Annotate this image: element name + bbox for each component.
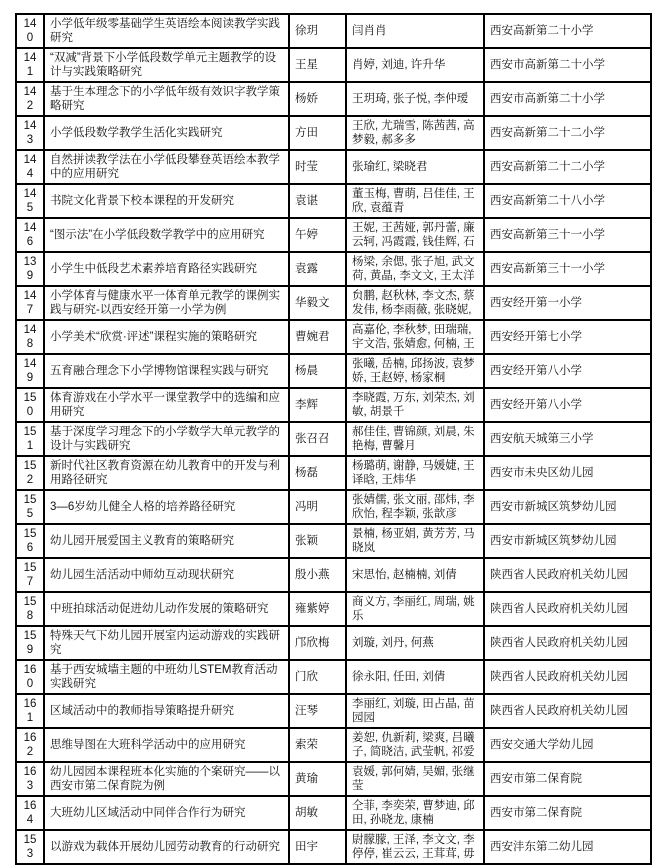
project-members-cell: 商义方, 李丽红, 周瑞, 姚乐 [346,592,484,626]
project-title-cell: 小学美术“欣赏·评述”课程实施的策略研究 [44,320,289,354]
project-row [16,762,651,796]
project-row [16,728,651,762]
project-number-cell: 157 [16,558,44,592]
project-members-cell: 董玉梅, 曹萌, 吕佳佳, 王欣, 袁蕴青 [346,184,484,218]
project-leader-cell: 殷小燕 [289,558,346,592]
project-school-cell: 西安高新第二十八小学 [484,184,651,218]
project-school-cell: 陕西省人民政府机关幼儿园 [484,558,651,592]
document-page [0,13,658,860]
project-leader-cell: 李辉 [289,388,346,422]
project-members-cell: 王玥琦, 张子悦, 李仲瑷 [346,82,484,116]
project-leader-cell: 曹婉君 [289,320,346,354]
project-school-cell: 西安市未央区幼儿园 [484,456,651,490]
project-members-cell: 尉朦朦, 王泽, 李文文, 李停停, 崔云云, 王茸茸, 毋 [346,830,484,864]
project-members-cell: 李晓霞, 万东, 刘荣杰, 刘敏, 胡景千 [346,388,484,422]
project-row [16,422,651,456]
project-leader-cell: 索荣 [289,728,346,762]
project-row [16,218,651,252]
project-school-cell: 西安市新城区筑梦幼儿园 [484,490,651,524]
project-title-cell: 小学体育与健康水平一体育单元教学的课例实践与研究-以西安经开第一小学为例 [44,286,289,320]
project-school-cell: 西安市第二保育院 [484,762,651,796]
project-leader-cell: 午婷 [289,218,346,252]
table-body [16,14,651,864]
project-leader-cell: 邝欣梅 [289,626,346,660]
project-school-cell: 西安高新第三十一小学 [484,218,651,252]
project-members-cell: 景楠, 杨亚娟, 黄芳芳, 马晓岚 [346,524,484,558]
project-school-cell: 西安高新第二十小学 [484,14,651,48]
project-members-cell: 闫肖肖 [346,14,484,48]
project-title-cell: 幼儿园生活活动中师幼互动现状研究 [44,558,289,592]
project-members-cell: 杨梁, 余偲, 张子旭, 武文荷, 黄晶, 李文文, 王太洋 [346,252,484,286]
project-school-cell: 西安经开第七小学 [484,320,651,354]
project-number-cell: 143 [16,116,44,150]
project-members-cell: 张婧儒, 张文丽, 邵炜, 李欣怡, 程李颖, 张歆彦 [346,490,484,524]
project-members-cell: 宋思怡, 赵楠楠, 刘倩 [346,558,484,592]
project-school-cell: 西安市高新第二十小学 [484,48,651,82]
project-row [16,116,651,150]
project-leader-cell: 时莹 [289,150,346,184]
project-row [16,388,651,422]
project-title-cell: 思维导图在大班科学活动中的应用研究 [44,728,289,762]
project-leader-cell: 门欣 [289,660,346,694]
project-school-cell: 陕西省人民政府机关幼儿园 [484,592,651,626]
project-row [16,660,651,694]
project-row [16,82,651,116]
project-title-cell: 中班拍球活动促进幼儿动作发展的策略研究 [44,592,289,626]
project-number-cell: 159 [16,626,44,660]
project-members-cell: 肖婷, 刘迪, 许升华 [346,48,484,82]
project-title-cell: 书院文化背景下校本课程的开发研究 [44,184,289,218]
project-school-cell: 陕西省人民政府机关幼儿园 [484,694,651,728]
project-row [16,14,651,48]
project-members-cell: 郝佳佳, 曹锦颜, 刘晨, 朱艳梅, 曹馨月 [346,422,484,456]
project-members-cell: 杨璐萌, 谢静, 马媛婕, 王译晗, 王炜华 [346,456,484,490]
project-members-cell: 张瑜红, 梁晓君 [346,150,484,184]
project-members-cell: 姜恕, 仇新莉, 梁爽, 吕曦子, 简晓洁, 武莹帆, 祁爱 [346,728,484,762]
project-title-cell: 幼儿园园本课程班本化实施的个案研究——以西安市第二保育院为例 [44,762,289,796]
project-row [16,184,651,218]
project-number-cell: 149 [16,354,44,388]
project-number-cell: 161 [16,694,44,728]
project-number-cell: 155 [16,490,44,524]
project-title-cell: 小学生中低段艺术素养培育路径实践研究 [44,252,289,286]
project-title-cell: 基于生本理念下的小学低年级有效识字教学策略研究 [44,82,289,116]
project-school-cell: 西安经开第一小学 [484,286,651,320]
project-leader-cell: 杨磊 [289,456,346,490]
project-number-cell: 141 [16,48,44,82]
project-number-cell: 139 [16,252,44,286]
project-members-cell: 王欣, 尤瑞雪, 陈茜茜, 高梦毅, 郝多多 [346,116,484,150]
project-number-cell: 140 [16,14,44,48]
project-number-cell: 147 [16,286,44,320]
project-leader-cell: 方田 [289,116,346,150]
project-school-cell: 西安高新第二十二小学 [484,150,651,184]
project-number-cell: 163 [16,762,44,796]
project-members-cell: 高嘉伦, 李秋梦, 田瑞瑞, 宇文浩, 张婧愈, 何楠, 王 [346,320,484,354]
project-members-cell: 袁媛, 郭何婧, 吴媚, 张继莹 [346,762,484,796]
project-row [16,558,651,592]
project-number-cell: 153 [16,830,44,864]
project-leader-cell: 张召召 [289,422,346,456]
project-school-cell: 西安航天城第三小学 [484,422,651,456]
project-number-cell: 156 [16,524,44,558]
project-row [16,252,651,286]
project-school-cell: 西安经开第八小学 [484,354,651,388]
project-row [16,796,651,830]
project-number-cell: 162 [16,728,44,762]
project-row [16,524,651,558]
project-school-cell: 西安高新第三十一小学 [484,252,651,286]
project-leader-cell: 田宇 [289,830,346,864]
project-school-cell: 西安沣东第二幼儿园 [484,830,651,864]
project-leader-cell: 杨娇 [289,82,346,116]
project-row [16,456,651,490]
project-number-cell: 148 [16,320,44,354]
project-school-cell: 陕西省人民政府机关幼儿园 [484,660,651,694]
project-number-cell: 164 [16,796,44,830]
project-title-cell: 以游戏为载体开展幼儿园劳动教育的行动研究 [44,830,289,864]
project-title-cell: 3—6岁幼儿健全人格的培养路径研究 [44,490,289,524]
project-school-cell: 西安高新第二十二小学 [484,116,651,150]
project-title-cell: 体育游戏在小学水平一课堂教学中的选编和应用研究 [44,388,289,422]
project-row [16,490,651,524]
project-title-cell: 小学低段数学教学生活化实践研究 [44,116,289,150]
project-school-cell: 西安经开第八小学 [484,388,651,422]
project-number-cell: 160 [16,660,44,694]
project-members-cell: 王妮, 王茜娅, 郭丹蕾, 廉云轲, 冯霞霞, 钱佳辉, 石 [346,218,484,252]
project-leader-cell: 胡敏 [289,796,346,830]
project-number-cell: 145 [16,184,44,218]
project-leader-cell: 王星 [289,48,346,82]
project-title-cell: 大班幼儿区域活动中同伴合作行为研究 [44,796,289,830]
project-leader-cell: 黄瑜 [289,762,346,796]
project-row [16,830,651,864]
project-number-cell: 158 [16,592,44,626]
project-leader-cell: 杨晨 [289,354,346,388]
project-row [16,286,651,320]
project-number-cell: 152 [16,456,44,490]
project-school-cell: 陕西省人民政府机关幼儿园 [484,626,651,660]
project-row [16,48,651,82]
project-title-cell: 基于深度学习理念下的小学数学大单元教学的设计与实践研究 [44,422,289,456]
project-school-cell: 西安交通大学幼儿园 [484,728,651,762]
project-members-cell: 张曦, 岳楠, 邱扬波, 袁梦娇, 王赵婷, 杨家桐 [346,354,484,388]
project-row [16,626,651,660]
project-number-cell: 150 [16,388,44,422]
project-leader-cell: 华毅文 [289,286,346,320]
project-members-cell: 李丽红, 刘璇, 田占晶, 苗园园 [346,694,484,728]
research-projects-table [15,13,652,865]
project-title-cell: 特殊天气下幼儿园开展室内运动游戏的实践研究 [44,626,289,660]
project-number-cell: 144 [16,150,44,184]
project-leader-cell: 徐玥 [289,14,346,48]
project-row [16,592,651,626]
project-school-cell: 西安市高新第二十小学 [484,82,651,116]
project-members-cell: 贠鹏, 赵秋林, 李文杰, 蔡发伟, 杨李雨薇, 张晓妮, [346,286,484,320]
project-row [16,694,651,728]
project-title-cell: 新时代社区教育资源在幼儿教育中的开发与利用路径研究 [44,456,289,490]
project-number-cell: 142 [16,82,44,116]
project-members-cell: 徐永阳, 任田, 刘倩 [346,660,484,694]
project-members-cell: 仝菲, 李奕荣, 曹梦迪, 邱田, 孙晓龙, 康楠 [346,796,484,830]
project-leader-cell: 雍紫婷 [289,592,346,626]
project-row [16,150,651,184]
project-title-cell: “图示法”在小学低段数学教学中的应用研究 [44,218,289,252]
project-title-cell: 基于西安城墙主题的中班幼儿STEM教育活动实践研究 [44,660,289,694]
project-members-cell: 刘璇, 刘丹, 何燕 [346,626,484,660]
project-leader-cell: 袁露 [289,252,346,286]
project-leader-cell: 张颖 [289,524,346,558]
project-school-cell: 西安市第二保育院 [484,796,651,830]
project-leader-cell: 冯明 [289,490,346,524]
project-row [16,354,651,388]
project-number-cell: 151 [16,422,44,456]
project-leader-cell: 袁谌 [289,184,346,218]
project-row [16,320,651,354]
project-title-cell: 五育融合理念下小学博物馆课程实践与研究 [44,354,289,388]
project-title-cell: 幼儿园开展爱国主义教育的策略研究 [44,524,289,558]
project-title-cell: “双减”背景下小学低段数学单元主题教学的设计与实践策略研究 [44,48,289,82]
project-title-cell: 区域活动中的教师指导策略提升研究 [44,694,289,728]
project-school-cell: 西安市新城区筑梦幼儿园 [484,524,651,558]
project-leader-cell: 汪琴 [289,694,346,728]
project-number-cell: 146 [16,218,44,252]
project-title-cell: 自然拼读教学法在小学低段攀登英语绘本教学中的应用研究 [44,150,289,184]
project-title-cell: 小学低年级零基础学生英语绘本阅读教学实践研究 [44,14,289,48]
